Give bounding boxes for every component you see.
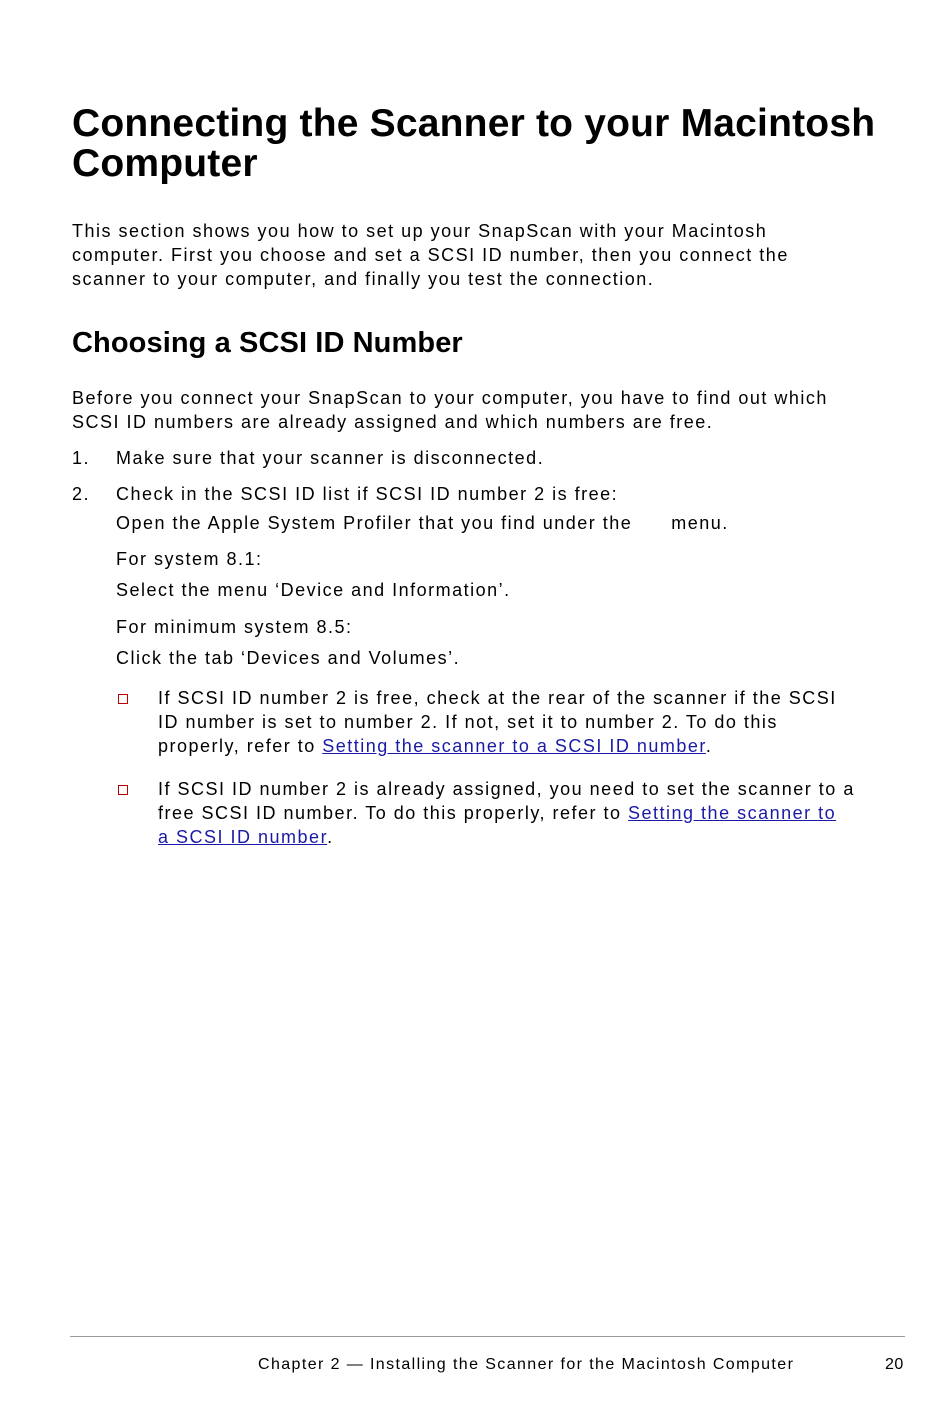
footer-divider <box>70 1336 905 1337</box>
intro-line-1: This section shows you how to set up your SnapScan with your Macintosh <box>72 221 768 241</box>
open-profiler-text: Open the Apple System Profiler that you find under the menu. <box>116 513 729 533</box>
bullet-2-line-3-suffix: . <box>327 827 334 847</box>
section-heading: Choosing a SCSI ID Number <box>72 327 463 359</box>
system-81-text: Select the menu ‘Device and Information’. <box>116 580 511 600</box>
bullet-1-line-3-prefix: properly, refer to <box>158 736 323 756</box>
before-line-2: SCSI ID numbers are already assigned and which numbers are free. <box>72 412 714 432</box>
page-title-line-1: Connecting the Scanner to your Macintosh <box>72 102 876 145</box>
document-page <box>72 0 908 1420</box>
system-85-text: Click the tab ‘Devices and Volumes’. <box>116 648 461 668</box>
bullet-1-text <box>158 686 918 758</box>
footer-chapter-title: Chapter 2 — Installing the Scanner for the Macintosh Computer <box>258 1356 795 1373</box>
bullet-1-line-3 <box>158 734 918 758</box>
system-81-label: For system 8.1: <box>116 549 263 569</box>
scsi-setting-link-1[interactable]: Setting the scanner to a SCSI ID number <box>322 736 706 756</box>
bullet-2-line-3 <box>158 825 918 849</box>
bullet-1-line-2: ID number is set to number 2. If not, set it to number 2. To do this <box>158 712 778 732</box>
step-1-text: Make sure that your scanner is disconnected. <box>116 448 545 468</box>
before-paragraph <box>72 386 908 434</box>
intro-line-3: scanner to your computer, and finally you test the connection. <box>72 269 655 289</box>
system-85-label: For minimum system 8.5: <box>116 617 353 637</box>
step-2-number: 2. <box>72 484 91 504</box>
bullet-1-line-3-suffix: . <box>705 736 713 756</box>
checkbox-bullet-icon <box>118 785 128 795</box>
before-line-1: Before you connect your SnapScan to your computer, you have to find out which <box>72 388 828 408</box>
step-2-text: Check in the SCSI ID list if SCSI ID number 2 is free: <box>116 484 619 504</box>
scsi-setting-link-2a[interactable]: Setting the scanner to <box>628 803 837 823</box>
page-title-line-2: Computer <box>72 142 258 185</box>
page-title <box>72 104 908 184</box>
bullet-2-line-1: If SCSI ID number 2 is already assigned, you need to set the scanner to a <box>158 779 855 799</box>
step-1 <box>72 446 544 470</box>
intro-paragraph <box>72 219 908 291</box>
step-2 <box>72 482 618 506</box>
bullet-1-line-1: If SCSI ID number 2 is free, check at the rear of the scanner if the SCSI <box>158 688 837 708</box>
step-1-number: 1. <box>72 448 91 468</box>
scsi-setting-link-2b[interactable]: a SCSI ID number <box>158 827 328 847</box>
bullet-2-text <box>158 777 918 849</box>
intro-line-2: computer. First you choose and set a SCSI ID number, then you connect the <box>72 245 789 265</box>
bullet-2-line-2 <box>158 801 918 825</box>
page-number: 20 <box>885 1356 904 1373</box>
bullet-2-line-2-prefix: free SCSI ID number. To do this properly, refer to <box>158 803 629 823</box>
checkbox-bullet-icon <box>118 694 128 704</box>
